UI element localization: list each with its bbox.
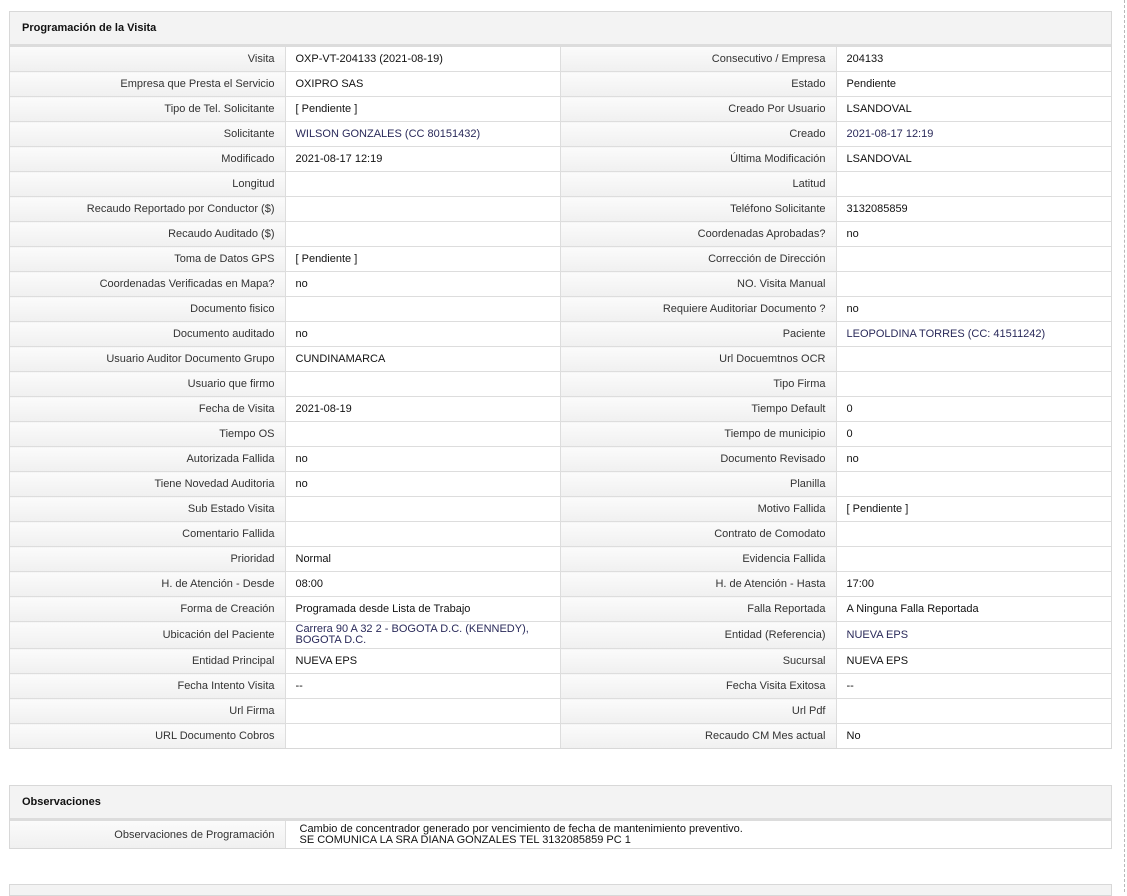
field-label: Modificado [10,147,285,172]
field-value [285,724,560,749]
field-value: no [836,297,1111,322]
field-label: Recaudo Auditado ($) [10,222,285,247]
detail-row [10,297,1111,322]
field-label: Paciente [560,322,836,347]
observations-label: Observaciones de Programación [10,821,285,848]
field-value: OXP-VT-204133 (2021-08-19) [285,47,560,72]
detail-row [10,222,1111,247]
field-label: Solicitante [10,122,285,147]
field-value [285,422,560,447]
field-value [285,222,560,247]
field-value: no [285,472,560,497]
field-value: No [836,724,1111,749]
detail-row [10,447,1111,472]
field-label: H. de Atención - Desde [10,572,285,597]
field-label: Comentario Fallida [10,522,285,547]
field-value [285,699,560,724]
field-label: Usuario Auditor Documento Grupo [10,347,285,372]
field-label: Falla Reportada [560,597,836,622]
field-value [285,297,560,322]
field-value: no [285,447,560,472]
observations-value [285,821,1111,848]
observations-line-1: Cambio de concentrador generado por vencimiento de fecha de mantenimiento preventivo. [299,822,743,835]
field-value [836,472,1111,497]
field-value: LSANDOVAL [836,147,1111,172]
field-label: Ubicación del Paciente [10,622,285,649]
field-value: no [285,322,560,347]
field-label: Evidencia Fallida [560,547,836,572]
detail-row [10,674,1111,699]
field-value: 0 [836,397,1111,422]
field-label: Documento Revisado [560,447,836,472]
detail-row [10,522,1111,547]
field-value [285,622,560,649]
field-label: Coordenadas Verificadas en Mapa? [10,272,285,297]
field-label: Estado [560,72,836,97]
field-label: Coordenadas Aprobadas? [560,222,836,247]
detail-row [10,547,1111,572]
field-value: LSANDOVAL [836,97,1111,122]
field-value [836,699,1111,724]
field-value: 17:00 [836,572,1111,597]
field-label: Toma de Datos GPS [10,247,285,272]
field-label: Tiempo de municipio [560,422,836,447]
field-label: Documento fisico [10,297,285,322]
visit-schedule-title: Programación de la Visita [10,12,1111,47]
field-value [285,172,560,197]
observations-line-2: SE COMUNICA LA SRA DIANA GONZALES TEL 3132085859 PC 1 [299,833,631,846]
detail-row [10,122,1111,147]
patient-location-text: Carrera 90 A 32 2 - BOGOTA D.C. (KENNEDY), BOGOTA D.C. [295,623,529,646]
field-label: Recaudo CM Mes actual [560,724,836,749]
field-value: Pendiente [836,72,1111,97]
field-label: Creado Por Usuario [560,97,836,122]
field-value: 2021-08-17 12:19 [836,122,1111,147]
detail-row [10,372,1111,397]
field-label: Tiempo Default [560,397,836,422]
field-value [836,547,1111,572]
field-label: H. de Atención - Hasta [560,572,836,597]
field-label: Longitud [10,172,285,197]
detail-row [10,172,1111,197]
detail-row [10,272,1111,297]
field-label: Url Pdf [560,699,836,724]
observations-table [10,821,1111,848]
field-label: Url Docuemtnos OCR [560,347,836,372]
field-label: Recaudo Reportado por Conductor ($) [10,197,285,222]
field-value: [ Pendiente ] [836,497,1111,522]
detail-row [10,472,1111,497]
field-label: Consecutivo / Empresa [560,47,836,72]
field-label: Fecha Intento Visita [10,674,285,699]
field-label: Documento auditado [10,322,285,347]
field-label: Requiere Auditoriar Documento ? [560,297,836,322]
field-label: Última Modificación [560,147,836,172]
field-label: Tiene Novedad Auditoria [10,472,285,497]
field-value: A Ninguna Falla Reportada [836,597,1111,622]
field-value: no [836,447,1111,472]
detail-row [10,397,1111,422]
field-value: 204133 [836,47,1111,72]
field-label: Sub Estado Visita [10,497,285,522]
detail-row [10,247,1111,272]
field-value: [ Pendiente ] [285,247,560,272]
field-value [836,522,1111,547]
detail-row [10,322,1111,347]
detail-row [10,699,1111,724]
detail-row [10,147,1111,172]
field-label: Tipo de Tel. Solicitante [10,97,285,122]
detail-row [10,72,1111,97]
field-value [285,522,560,547]
field-value [285,372,560,397]
field-value [285,497,560,522]
field-value: Normal [285,547,560,572]
field-label: Latitud [560,172,836,197]
field-value: 2021-08-19 [285,397,560,422]
field-value: no [285,272,560,297]
field-value: NUEVA EPS [836,649,1111,674]
visit-schedule-panel [9,11,1112,749]
field-label: Entidad (Referencia) [560,622,836,649]
field-value: Programada desde Lista de Trabajo [285,597,560,622]
field-label: Empresa que Presta el Servicio [10,72,285,97]
detail-row [10,724,1111,749]
field-label: Visita [10,47,285,72]
field-label: Creado [560,122,836,147]
detail-row [10,649,1111,674]
field-label: Contrato de Comodato [560,522,836,547]
page-edge-rule [1124,0,1125,892]
detail-row [10,572,1111,597]
field-value: no [836,222,1111,247]
field-value: 3132085859 [836,197,1111,222]
field-value: NUEVA EPS [836,622,1111,649]
field-value [836,172,1111,197]
field-label: Entidad Principal [10,649,285,674]
field-label: URL Documento Cobros [10,724,285,749]
observations-panel [9,785,1112,849]
field-label: Fecha Visita Exitosa [560,674,836,699]
detail-row [10,97,1111,122]
next-panel-header [9,884,1112,896]
field-value: 2021-08-17 12:19 [285,147,560,172]
field-label: Planilla [560,472,836,497]
detail-row [10,347,1111,372]
field-value [285,197,560,222]
field-label: Motivo Fallida [560,497,836,522]
field-value [836,347,1111,372]
field-value: LEOPOLDINA TORRES (CC: 41511242) [836,322,1111,347]
detail-row [10,622,1111,649]
field-label: Fecha de Visita [10,397,285,422]
detail-row [10,597,1111,622]
field-label: Corrección de Dirección [560,247,836,272]
field-value: CUNDINAMARCA [285,347,560,372]
field-label: Url Firma [10,699,285,724]
field-value: NUEVA EPS [285,649,560,674]
detail-row [10,47,1111,72]
field-value: -- [285,674,560,699]
field-label: Teléfono Solicitante [560,197,836,222]
field-value [836,272,1111,297]
field-label: Autorizada Fallida [10,447,285,472]
field-label: Forma de Creación [10,597,285,622]
field-value: [ Pendiente ] [285,97,560,122]
detail-row [10,497,1111,522]
visit-details-table [10,47,1111,748]
field-value: OXIPRO SAS [285,72,560,97]
observations-title: Observaciones [10,786,1111,821]
field-label: NO. Visita Manual [560,272,836,297]
field-value: -- [836,674,1111,699]
field-value: WILSON GONZALES (CC 80151432) [285,122,560,147]
detail-row [10,422,1111,447]
field-value: 0 [836,422,1111,447]
field-label: Usuario que firmo [10,372,285,397]
detail-row [10,197,1111,222]
field-label: Sucursal [560,649,836,674]
field-label: Prioridad [10,547,285,572]
field-label: Tiempo OS [10,422,285,447]
field-value [836,372,1111,397]
field-label: Tipo Firma [560,372,836,397]
field-value [836,247,1111,272]
field-value: 08:00 [285,572,560,597]
